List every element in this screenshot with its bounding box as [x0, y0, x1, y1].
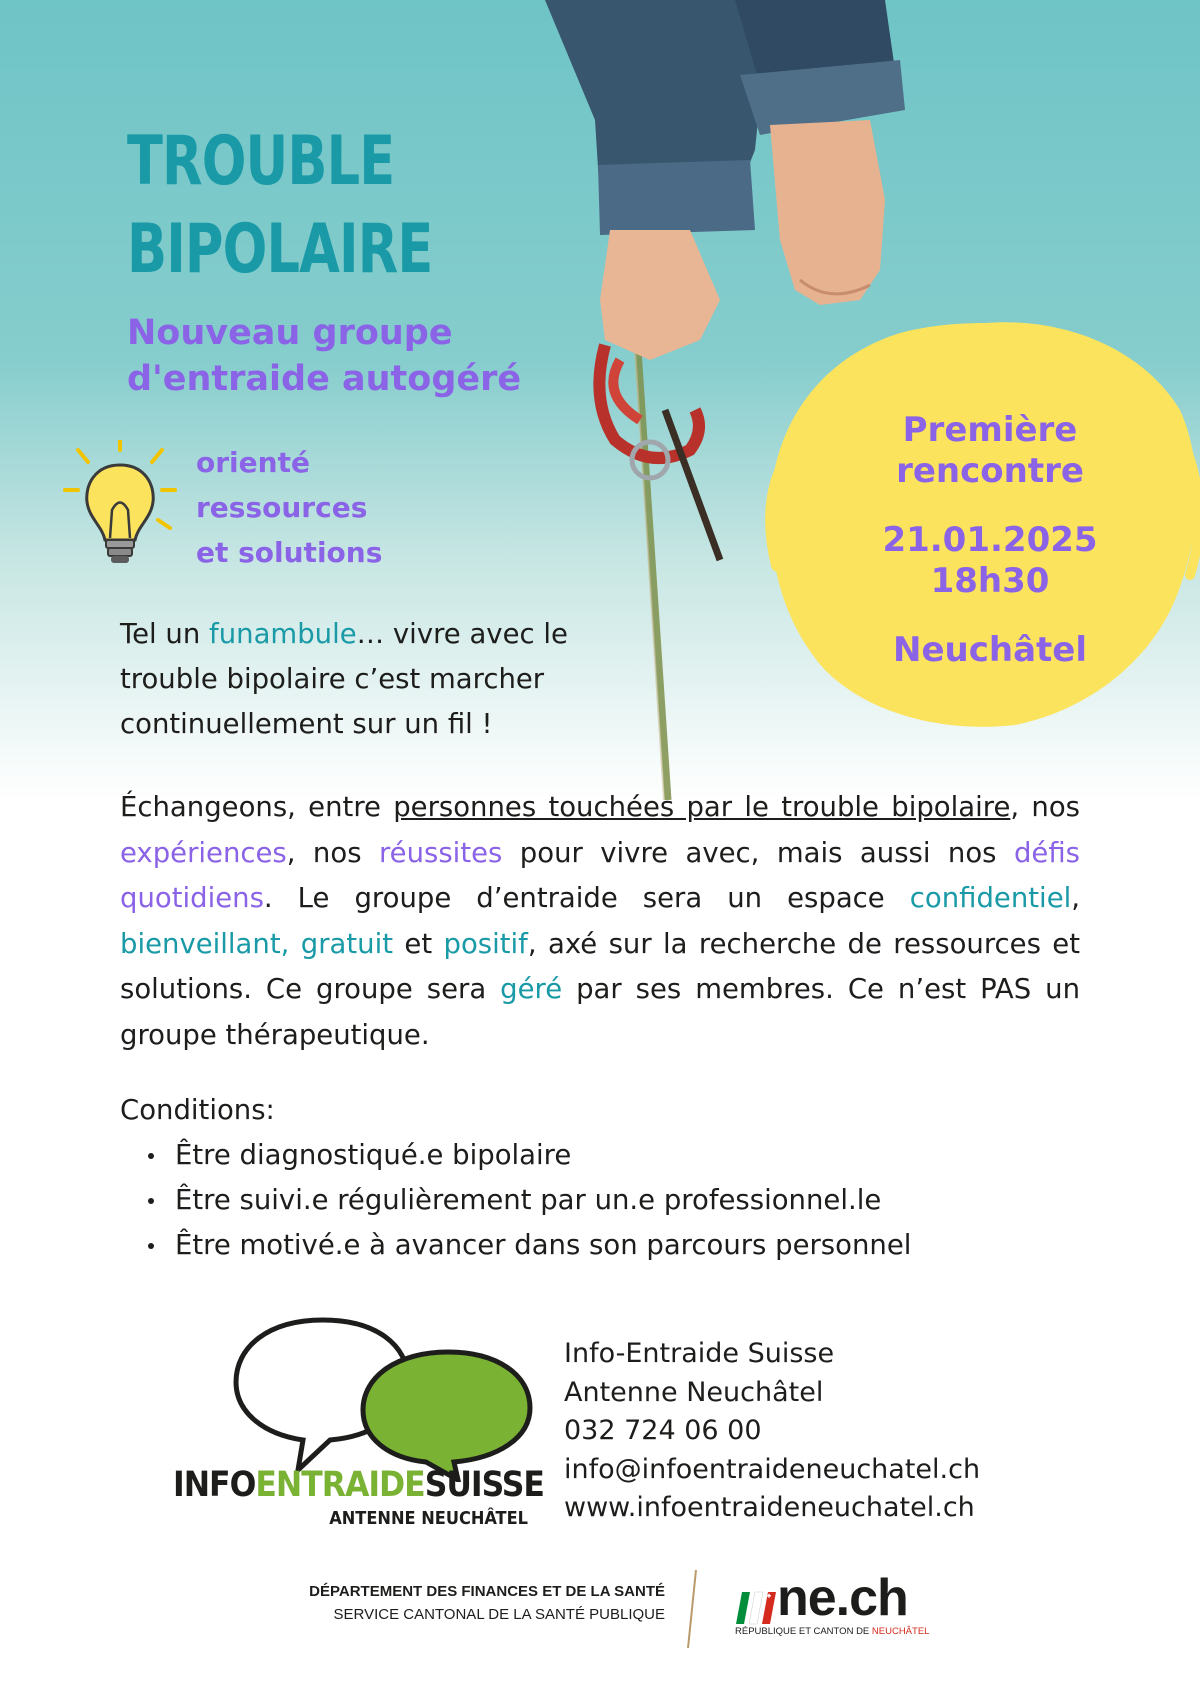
- body-underlined: personnes touchées par le trouble bipolaire: [393, 791, 1011, 823]
- department-name: DÉPARTEMENT DES FINANCES ET DE LA SANTÉ: [309, 1583, 665, 1600]
- body-text: pour vivre avec, mais aussi nos: [502, 836, 1014, 869]
- description-paragraph: [120, 785, 1080, 1058]
- body-highlight: expériences: [120, 836, 287, 869]
- body-highlight: positif: [443, 927, 528, 960]
- logo-part-suisse: SUISSE: [424, 1465, 544, 1505]
- body-text: par ses membres. Ce n’est PAS un groupe thérapeutique.: [120, 973, 1080, 1051]
- event-gap: [840, 492, 1140, 520]
- body-text: , axé sur la recherche de ressources et solutions. Ce groupe sera: [120, 927, 1080, 1005]
- event-label-line-1: Première: [902, 410, 1078, 450]
- intro-text-1: Tel un: [120, 618, 210, 650]
- body-highlight: gratuit: [300, 927, 394, 960]
- contact-email-link[interactable]: info@infoentraideneuchatel.ch: [564, 1453, 981, 1485]
- body-highlight: confidentiel: [909, 882, 1072, 914]
- event-label-line-2: rencontre: [896, 451, 1084, 491]
- service-name: SERVICE CANTONAL DE LA SANTÉ PUBLIQUE: [333, 1606, 665, 1623]
- body-text: Échangeons, entre: [120, 791, 394, 823]
- infoentraide-logo-text: [173, 1465, 544, 1505]
- orientation-line-2: ressources: [196, 491, 368, 524]
- conditions-list: [120, 1133, 1080, 1268]
- body-highlight: bienveillant,: [120, 927, 290, 960]
- orientation-line-1: orienté: [196, 446, 310, 479]
- intro-paragraph: [120, 612, 660, 747]
- orientation-line-3: et solutions: [196, 536, 383, 569]
- ne-ch-logo: ne.ch: [777, 1569, 908, 1627]
- event-time: 18h30: [930, 561, 1050, 601]
- body-text: , nos: [286, 836, 379, 869]
- conditions-section: [120, 1088, 1080, 1268]
- footer-divider: [682, 1570, 702, 1648]
- body-highlight: défis quotidiens: [120, 836, 1080, 914]
- body-text: , nos: [1010, 791, 1080, 823]
- conditions-heading: Conditions:: [120, 1094, 275, 1126]
- ne-sub-text: RÉPUBLIQUE ET CANTON DE: [735, 1626, 872, 1637]
- body-text: ,: [1071, 882, 1080, 914]
- event-place: Neuchâtel: [893, 630, 1087, 670]
- ne-ch-subtitle: [735, 1626, 929, 1637]
- title-line-2: BIPOLAIRE: [127, 210, 433, 289]
- event-gap-2: [840, 602, 1140, 630]
- subtitle-line-2: d'entraide autogéré: [127, 359, 522, 399]
- body-text: . Le groupe d’entraide sera un espace: [263, 882, 910, 914]
- body-text: [289, 928, 300, 960]
- condition-item: Être suivi.e régulièrement par un.e professionnel.le: [175, 1178, 1080, 1223]
- intro-highlight: funambule: [209, 618, 357, 650]
- event-info: [840, 410, 1140, 671]
- logo-subtitle: ANTENNE NEUCHÂTEL: [329, 1508, 528, 1529]
- title-line-1: TROUBLE: [127, 122, 395, 201]
- ne-sub-canton: NEUCHÂTEL: [871, 1626, 930, 1637]
- contact-phone[interactable]: 032 724 06 00: [564, 1415, 762, 1446]
- neuchatel-flag-icon: [736, 1590, 776, 1626]
- contact-antenne: Antenne Neuchâtel: [564, 1376, 824, 1408]
- contact-org: Info-Entraide Suisse: [564, 1338, 835, 1369]
- speech-bubbles-logo: [228, 1312, 538, 1482]
- department-credit: [240, 1580, 665, 1626]
- condition-item: Être motivé.e à avancer dans son parcours personnel: [175, 1223, 1080, 1268]
- intro-text-2: … vivre avec le trouble bipolaire c’est marcher continuellement sur un fil !: [120, 618, 568, 740]
- body-text: et: [393, 927, 444, 960]
- condition-item: Être diagnostiqué.e bipolaire: [175, 1133, 1080, 1178]
- body-highlight: géré: [500, 973, 563, 1005]
- page-title: [127, 118, 432, 294]
- event-date: 21.01.2025: [882, 520, 1098, 560]
- lightbulb-icon: [60, 440, 180, 575]
- logo-part-info: INFO: [173, 1465, 256, 1505]
- logo-part-entraide: ENTRAIDE: [255, 1465, 425, 1505]
- subtitle-line-1: Nouveau groupe: [127, 313, 453, 353]
- contact-website-link[interactable]: www.infoentraideneuchatel.ch: [564, 1492, 975, 1523]
- subtitle: [127, 310, 521, 402]
- orientation-text: [196, 440, 382, 575]
- body-highlight: réussites: [378, 836, 503, 869]
- contact-block: [564, 1335, 980, 1528]
